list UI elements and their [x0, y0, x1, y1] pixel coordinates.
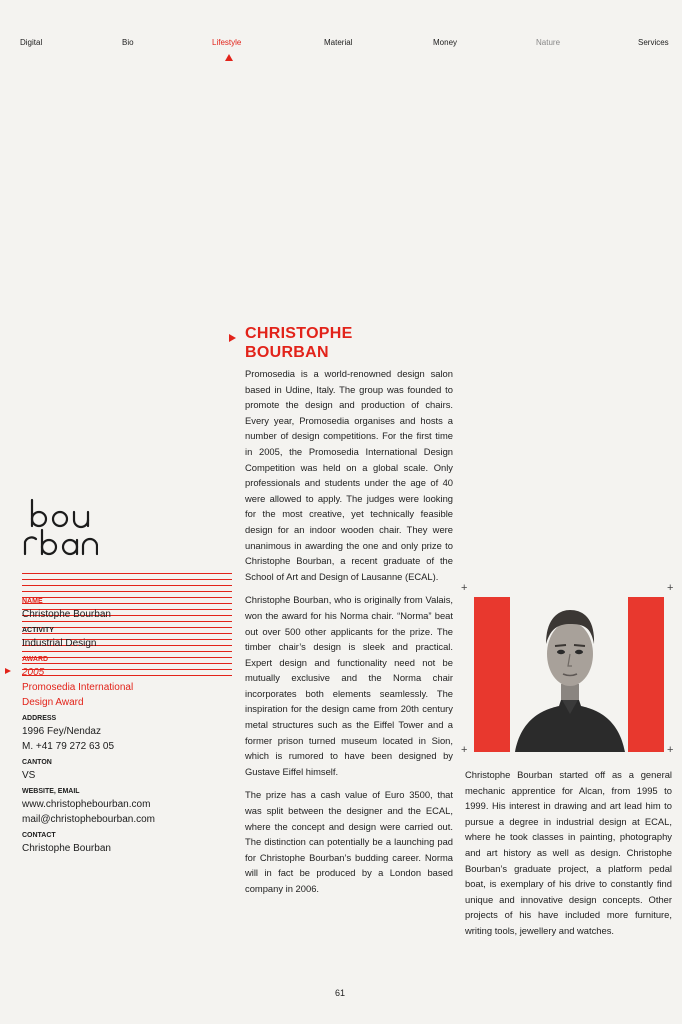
paragraph-4: Christophe Bourban started off as a general mechanic apprentice for Alcan, from 1995 to 1999. His interest in drawing and art lead him to pursue a degree in industrial design at ECAL, where he took classes in painting, photography and art history as well as design. Christophe Bourban’s graduate project, a platform pedal boat, is exemplary of his drive to constantly find unique and innovative design concepts. Other projects of his have included more furniture, writing tools, jewellery and watches. [465, 769, 672, 936]
page-number: 61 [335, 988, 346, 998]
nav-item-bio[interactable]: Bio [122, 38, 134, 47]
award-name-line-1: Promosedia International [22, 682, 134, 693]
canton-label: CANTON [22, 759, 52, 766]
article-column-2 [465, 767, 672, 947]
nav-item-digital[interactable]: Digital [20, 38, 43, 47]
red-bar-right [628, 597, 664, 752]
title-line-2: BOURBAN [245, 344, 329, 361]
info-award [22, 655, 222, 710]
info-activity [22, 626, 222, 651]
red-bar-left [474, 597, 510, 752]
activity-label: ACTIVITY [22, 627, 54, 634]
info-address [22, 714, 222, 754]
paragraph-3: The prize has a cash value of Euro 3500, that was split between the designer and the ECAL, where the concept and design were carried out. The distinction can potentially be a launching pad for Christophe Bourban’s budding career. Norma will in fact be produced by a London based company in 2006. [245, 789, 453, 894]
award-name-line-2: Design Award [22, 697, 84, 708]
info-name [22, 597, 222, 622]
activity-value: Industrial Design [22, 638, 97, 649]
crop-mark-icon: + [667, 744, 674, 756]
email-link[interactable]: mail@christophebourban.com [22, 814, 155, 825]
nav-item-lifestyle[interactable]: Lifestyle [212, 38, 242, 47]
article-column-1 [245, 366, 453, 905]
nav-item-money[interactable]: Money [433, 38, 458, 47]
section-nav [0, 38, 682, 50]
paragraph-1: Promosedia is a world-renowned design salon based in Udine, Italy. The group was founded to promote the design and production of chairs. Every year, Promosedia organises and hosts a number of design competitions. For the first time in 2005, the Promosedia International Design Competition was held on a global scale. Only professionals and students under the age of 40 were allowed to apply. The judges were looking for the most creative, yet technically feasible design for an indoor wooden chair. They were unanimous in awarding the one and only prize to Christophe Bourban, a recent graduate of the School of Art and Design of Lausanne (ECAL). [245, 368, 453, 582]
crop-mark-icon: + [461, 582, 468, 594]
award-label: AWARD [22, 656, 49, 663]
award-year: 2005 [22, 667, 45, 678]
info-web [22, 787, 222, 827]
title-arrow-icon [229, 334, 236, 342]
title-line-1: CHRISTOPHE [245, 325, 353, 342]
info-contact [22, 831, 222, 856]
address-label: ADDRESS [22, 715, 57, 722]
name-label: NAME [22, 598, 43, 605]
bourban-logo [22, 498, 98, 562]
award-arrow-icon [5, 668, 11, 674]
address-line-2: M. +41 79 272 63 05 [22, 741, 115, 752]
name-value: Christophe Bourban [22, 609, 111, 620]
paragraph-2: Christophe Bourban, who is originally from Valais, won the award for his Norma chair. “Norma” beat out over 500 other applicants for the prize. The timber chair’s design is sleek and practical. Expert design and functionality need not be mutually exclusive and the Norma chair incorporates both elements seamlessly. The inspiration for the design came from 20th century metal structures such as the Eiffel Tower and a former prison turned museum located in Sion, which is rumored to have been designed by Gustave Eiffel himself. [245, 594, 453, 777]
portrait-figure [515, 602, 625, 752]
profile-info [22, 597, 222, 860]
nav-item-services[interactable]: Services [638, 38, 669, 47]
contact-value: Christophe Bourban [22, 843, 111, 854]
website-email-label: WEBSITE, EMAIL [22, 788, 80, 795]
nav-item-material[interactable]: Material [324, 38, 353, 47]
website-link[interactable]: www.christophebourban.com [22, 799, 151, 810]
portrait-photo [461, 582, 675, 756]
crop-mark-icon: + [461, 744, 468, 756]
nav-item-nature[interactable]: Nature [536, 38, 561, 47]
page-title [245, 324, 465, 362]
canton-value: VS [22, 770, 36, 781]
crop-mark-icon: + [667, 582, 674, 594]
info-canton [22, 758, 222, 783]
address-line-1: 1996 Fey/Nendaz [22, 726, 101, 737]
contact-label: CONTACT [22, 832, 56, 839]
active-section-indicator-icon [225, 54, 233, 61]
